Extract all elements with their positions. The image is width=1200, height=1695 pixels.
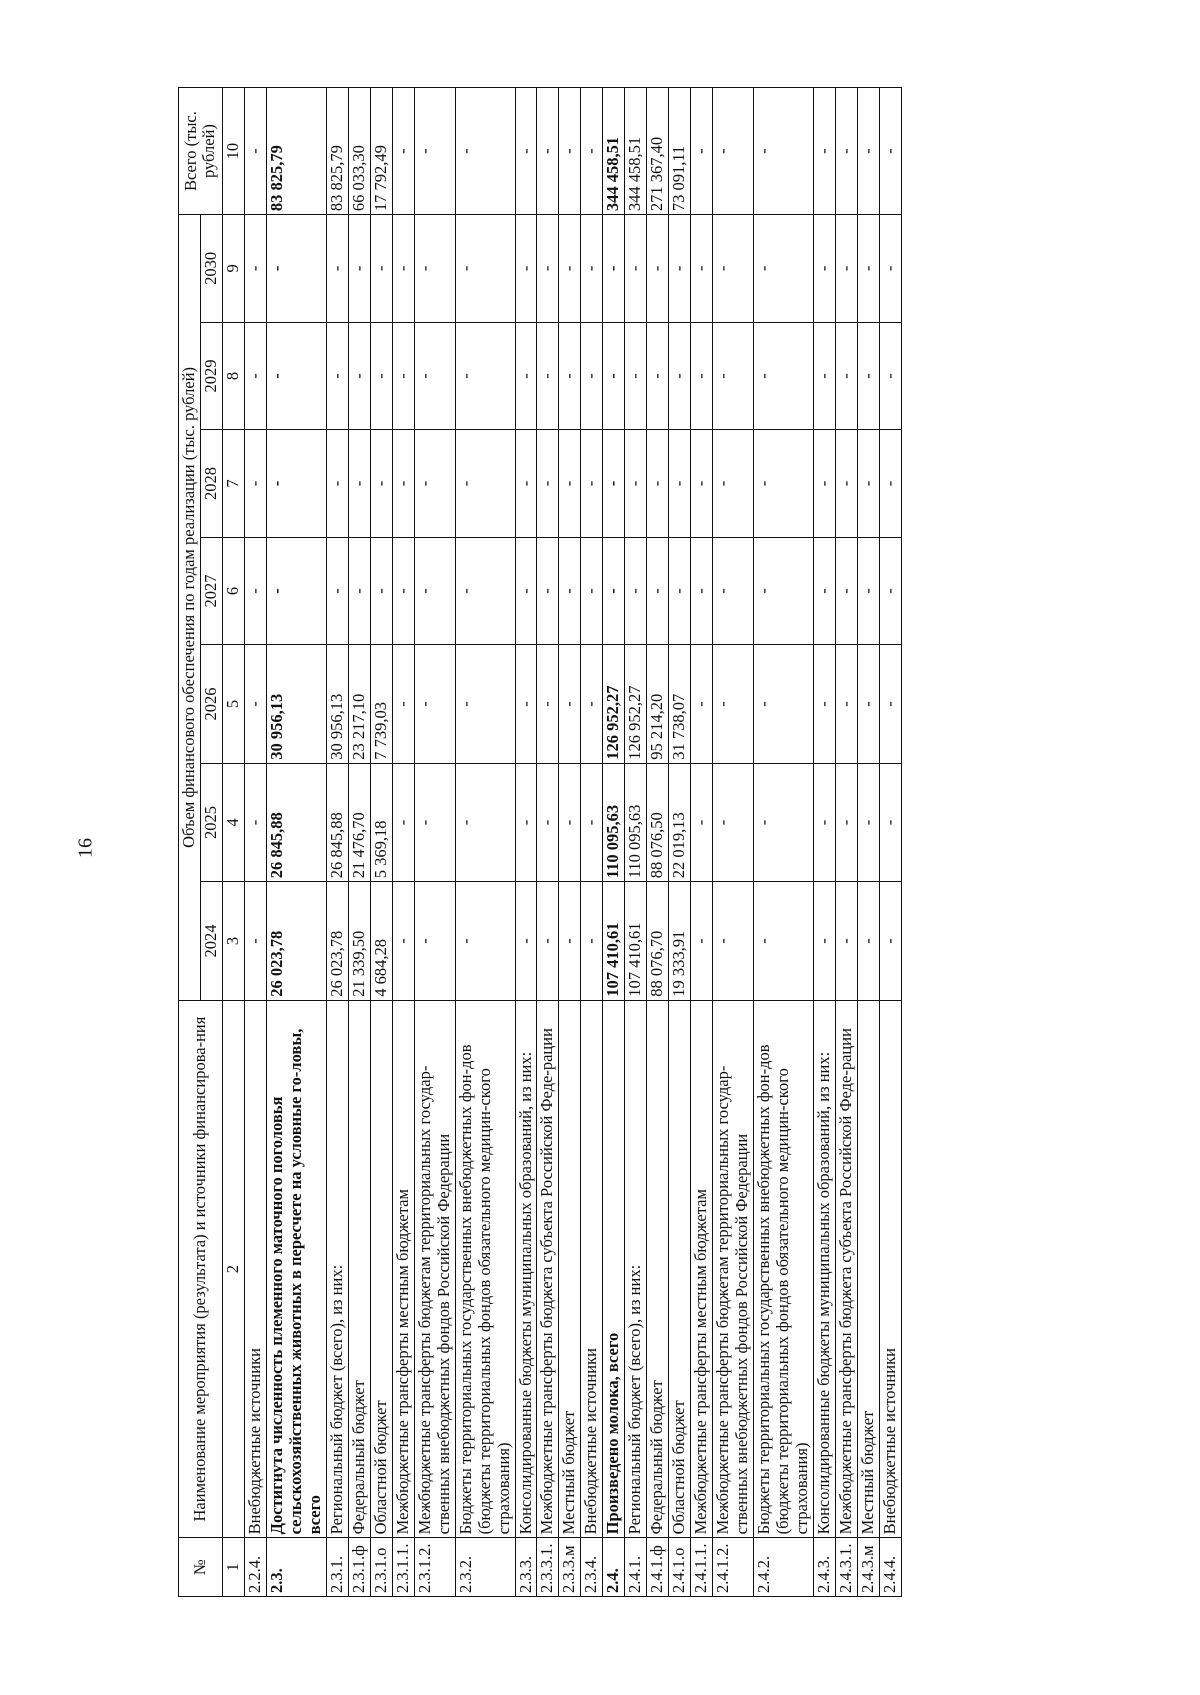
row-value: 4 684,28 [370,882,392,1001]
row-value: - [581,645,603,764]
row-value: - [754,322,814,430]
row-value: - [858,215,880,323]
table-row [414,88,455,1597]
row-total: 83 825,79 [266,88,326,215]
row-value: - [691,322,713,430]
table-row [625,88,647,1597]
row-total: 17 792,49 [370,88,392,215]
row-name: Межбюджетные трансферты бюджетам территориальных государ-ственных внебюджетных фондов Российской Федерации [713,1000,754,1538]
row-value: - [537,215,559,323]
row-value: - [625,322,647,430]
row-value: - [836,430,858,538]
row-value: - [515,215,537,323]
column-number: 10 [222,88,244,215]
row-value: 21 339,50 [348,882,370,1001]
table-row [858,88,880,1597]
row-value: - [392,882,414,1001]
row-number: 2.4.1.1. [691,1538,713,1597]
row-value: - [858,882,880,1001]
row-total: - [814,88,836,215]
row-value: - [836,537,858,645]
row-name: Межбюджетные трансферты местным бюджетам [691,1000,713,1538]
column-number: 1 [222,1538,244,1597]
row-value: - [713,645,754,764]
row-value: - [691,645,713,764]
row-value: - [581,430,603,538]
row-value: - [691,763,713,882]
row-value: - [581,537,603,645]
row-name: Консолидированные бюджеты муниципальных образований, из них: [814,1000,836,1538]
column-number: 3 [222,882,244,1001]
row-value: 110 095,63 [625,763,647,882]
row-name: Областной бюджет [669,1000,691,1538]
table-row [879,88,901,1597]
row-value: 5 369,18 [370,763,392,882]
table-row [392,88,414,1597]
table-row [537,88,559,1597]
column-number: 6 [222,537,244,645]
column-number: 8 [222,322,244,430]
row-total: - [754,88,814,215]
row-value: - [879,537,901,645]
row-name: Региональный бюджет (всего), из них: [625,1000,647,1538]
column-number: 2 [222,1000,244,1538]
header-year: 2027 [200,537,222,645]
row-total: - [392,88,414,215]
row-value: - [414,430,455,538]
row-value: - [537,537,559,645]
row-name: Областной бюджет [370,1000,392,1538]
row-value: - [879,882,901,1001]
row-value: - [713,322,754,430]
row-value: - [455,430,515,538]
row-value: - [669,537,691,645]
row-value: - [515,537,537,645]
row-value: - [625,537,647,645]
row-name: Федеральный бюджет [647,1000,669,1538]
row-value: - [669,215,691,323]
row-name: Произведено молока, всего [603,1000,625,1538]
row-value: 19 333,91 [669,882,691,1001]
row-value: - [603,215,625,323]
row-value: - [814,537,836,645]
row-value: 21 476,70 [348,763,370,882]
row-value: - [537,763,559,882]
row-value: - [879,215,901,323]
header-year: 2028 [200,430,222,538]
table-row [244,88,266,1597]
row-value: - [691,215,713,323]
row-value: - [414,322,455,430]
row-value: - [879,430,901,538]
table-row [266,88,326,1597]
row-value: 126 952,27 [625,645,647,764]
row-total: - [455,88,515,215]
row-value: - [348,215,370,323]
row-value: - [858,537,880,645]
row-value: - [455,322,515,430]
table-row [515,88,537,1597]
header-name: Наименование мероприятия (результата) и источники финансирова-ния [179,1000,223,1538]
header-year: 2024 [200,882,222,1001]
financing-table [178,87,902,1597]
row-number: 2.3.1.ф [348,1538,370,1597]
row-value: - [515,322,537,430]
row-value: - [858,645,880,764]
row-value: - [455,215,515,323]
row-total: - [537,88,559,215]
row-value: - [559,215,581,323]
table-row [691,88,713,1597]
row-value: - [754,215,814,323]
row-number: 2.3.1.1. [392,1538,414,1597]
row-value: - [392,763,414,882]
row-value: - [537,882,559,1001]
row-value: - [326,537,348,645]
row-value: - [244,645,266,764]
table-row [348,88,370,1597]
row-value: - [581,882,603,1001]
row-value: - [244,537,266,645]
row-value: - [455,537,515,645]
row-value: 110 095,63 [603,763,625,882]
row-number: 2.4.3.1. [836,1538,858,1597]
row-number: 2.3.2. [455,1538,515,1597]
row-total: - [836,88,858,215]
row-value: - [713,882,754,1001]
row-name: Внебюджетные источники [244,1000,266,1538]
row-value: - [392,215,414,323]
row-value: - [713,215,754,323]
row-value: - [603,322,625,430]
row-value: - [326,430,348,538]
header-year: 2025 [200,763,222,882]
row-value: - [455,882,515,1001]
row-value: - [814,645,836,764]
row-number: 2.3.3. [515,1538,537,1597]
row-value: - [754,537,814,645]
row-value: - [879,645,901,764]
row-number: 2.4.1.о [669,1538,691,1597]
header-no: № [179,1538,223,1597]
row-value: - [370,537,392,645]
table-row [455,88,515,1597]
row-value: - [559,645,581,764]
row-value: - [348,430,370,538]
row-value: - [647,537,669,645]
row-value: - [858,763,880,882]
row-value: 88 076,70 [647,882,669,1001]
row-value: - [647,430,669,538]
row-name: Местный бюджет [858,1000,880,1538]
row-value: - [603,537,625,645]
row-total: 83 825,79 [326,88,348,215]
row-number: 2.3. [266,1538,326,1597]
row-value: - [455,763,515,882]
row-value: - [754,430,814,538]
row-value: - [647,215,669,323]
row-value: - [348,537,370,645]
row-number: 2.3.1.2. [414,1538,455,1597]
row-value: - [266,322,326,430]
row-total: 344 458,51 [625,88,647,215]
table-row [713,88,754,1597]
row-value: - [647,322,669,430]
row-value: - [244,215,266,323]
row-number: 2.3.1. [326,1538,348,1597]
row-total: - [244,88,266,215]
header-year: 2029 [200,322,222,430]
header-group: Объем финансового обеспечения по годам реализации (тыс. рублей) [179,215,201,1001]
row-value: - [244,763,266,882]
table-row [814,88,836,1597]
row-value: 107 410,61 [603,882,625,1001]
row-value: 88 076,50 [647,763,669,882]
row-value: - [244,882,266,1001]
row-value: - [515,430,537,538]
row-number: 2.4. [603,1538,625,1597]
row-number: 2.3.1.о [370,1538,392,1597]
row-value: 31 738,07 [669,645,691,764]
row-number: 2.3.4. [581,1538,603,1597]
row-value: - [348,322,370,430]
row-number: 2.2.4. [244,1538,266,1597]
row-total: - [858,88,880,215]
column-number: 4 [222,763,244,882]
table-body [244,88,901,1597]
row-number: 2.4.1.2. [713,1538,754,1597]
row-value: - [537,430,559,538]
row-value: 126 952,27 [603,645,625,764]
row-value: - [559,322,581,430]
row-value: - [836,882,858,1001]
row-value: 30 956,13 [326,645,348,764]
column-number: 9 [222,215,244,323]
row-value: - [858,430,880,538]
header-year: 2026 [200,645,222,764]
row-value: - [713,430,754,538]
row-value: - [625,215,647,323]
table-row [326,88,348,1597]
row-value: - [836,763,858,882]
row-number: 2.3.3.1. [537,1538,559,1597]
table-row [370,88,392,1597]
row-value: - [836,322,858,430]
row-value: - [836,645,858,764]
row-value: - [814,763,836,882]
row-name: Межбюджетные трансферты бюджета субъекта Российской Феде-рации [836,1000,858,1538]
row-value: - [836,215,858,323]
row-name: Внебюджетные источники [879,1000,901,1538]
row-name: Внебюджетные источники [581,1000,603,1538]
row-value: 26 845,88 [266,763,326,882]
row-value: - [244,322,266,430]
row-number: 2.3.3.м [559,1538,581,1597]
table-row [581,88,603,1597]
rotated-table-container [178,87,1058,1597]
row-value: - [559,430,581,538]
row-value: - [326,322,348,430]
row-total: - [414,88,455,215]
row-value: - [603,430,625,538]
row-value: - [754,645,814,764]
row-value: 22 019,13 [669,763,691,882]
row-value: - [559,882,581,1001]
row-total: 66 033,30 [348,88,370,215]
row-value: - [515,645,537,764]
header-year: 2030 [200,215,222,323]
row-value: - [581,763,603,882]
row-value: - [370,215,392,323]
page-number: 16 [74,838,97,858]
header-total: Всего (тыс. рублей) [179,88,223,215]
row-value: - [414,215,455,323]
row-value: - [455,645,515,764]
row-name: Местный бюджет [559,1000,581,1538]
row-value: - [370,430,392,538]
row-total: - [879,88,901,215]
row-name: Федеральный бюджет [348,1000,370,1538]
row-value: - [754,882,814,1001]
row-value: - [559,763,581,882]
row-value: - [754,763,814,882]
row-name: Достигнута численность племенного маточного поголовья сельскохозяйственных животных в пересчете на условные го-ловы, всего [266,1000,326,1538]
row-value: - [879,322,901,430]
table-row [603,88,625,1597]
row-value: - [414,882,455,1001]
row-value: - [691,430,713,538]
row-total: - [581,88,603,215]
row-value: - [414,645,455,764]
row-value: - [414,763,455,882]
row-name: Бюджеты территориальных государственных внебюджетных фон-дов (бюджеты территориальных фондов обязательного медицин-ского страхования) [754,1000,814,1538]
row-value: - [515,763,537,882]
row-number: 2.4.1.ф [647,1538,669,1597]
row-value: - [691,537,713,645]
row-value: - [266,215,326,323]
row-number: 2.4.2. [754,1538,814,1597]
row-value: - [537,322,559,430]
row-value: - [392,322,414,430]
column-number: 7 [222,430,244,538]
row-value: - [814,882,836,1001]
row-name: Межбюджетные трансферты бюджетам территориальных государ-ственных внебюджетных фондов Российской Федерации [414,1000,455,1538]
row-value: - [326,215,348,323]
table-row [836,88,858,1597]
row-value: - [266,537,326,645]
row-name: Межбюджетные трансферты бюджета субъекта Российской Феде-рации [537,1000,559,1538]
row-value: 26 023,78 [266,882,326,1001]
row-value: - [392,430,414,538]
row-number: 2.4.1. [625,1538,647,1597]
row-value: - [266,430,326,538]
row-value: - [625,430,647,538]
row-number: 2.4.3. [814,1538,836,1597]
row-total: - [515,88,537,215]
row-value: - [370,322,392,430]
row-value: - [691,882,713,1001]
row-value: - [814,215,836,323]
row-value: - [244,430,266,538]
row-total: - [713,88,754,215]
row-value: 26 845,88 [326,763,348,882]
table-row [559,88,581,1597]
row-value: - [581,322,603,430]
row-value: - [669,430,691,538]
row-name: Бюджеты территориальных государственных внебюджетных фон-дов (бюджеты территориальных фондов обязательного медицин-ского страхования) [455,1000,515,1538]
table-row [669,88,691,1597]
row-value: - [713,763,754,882]
row-value: - [814,322,836,430]
row-value: - [669,322,691,430]
row-value: - [581,215,603,323]
row-value: - [559,537,581,645]
row-value: - [515,882,537,1001]
row-total: 271 367,40 [647,88,669,215]
row-value: 7 739,03 [370,645,392,764]
row-value: 95 214,20 [647,645,669,764]
row-value: - [879,763,901,882]
row-value: - [858,322,880,430]
row-value: 26 023,78 [326,882,348,1001]
row-value: 30 956,13 [266,645,326,764]
row-value: - [414,537,455,645]
row-value: 23 217,10 [348,645,370,764]
row-value: - [814,430,836,538]
row-name: Межбюджетные трансферты местным бюджетам [392,1000,414,1538]
table-row [647,88,669,1597]
row-total: 344 458,51 [603,88,625,215]
column-number: 5 [222,645,244,764]
row-total: - [691,88,713,215]
row-value: - [713,537,754,645]
row-value: - [392,645,414,764]
row-total: 73 091,11 [669,88,691,215]
row-name: Консолидированные бюджеты муниципальных образований, из них: [515,1000,537,1538]
row-value: - [392,537,414,645]
row-number: 2.4.3.м [858,1538,880,1597]
row-value: 107 410,61 [625,882,647,1001]
table-row [754,88,814,1597]
row-number: 2.4.4. [879,1538,901,1597]
row-name: Региональный бюджет (всего), из них: [326,1000,348,1538]
row-value: - [537,645,559,764]
row-total: - [559,88,581,215]
